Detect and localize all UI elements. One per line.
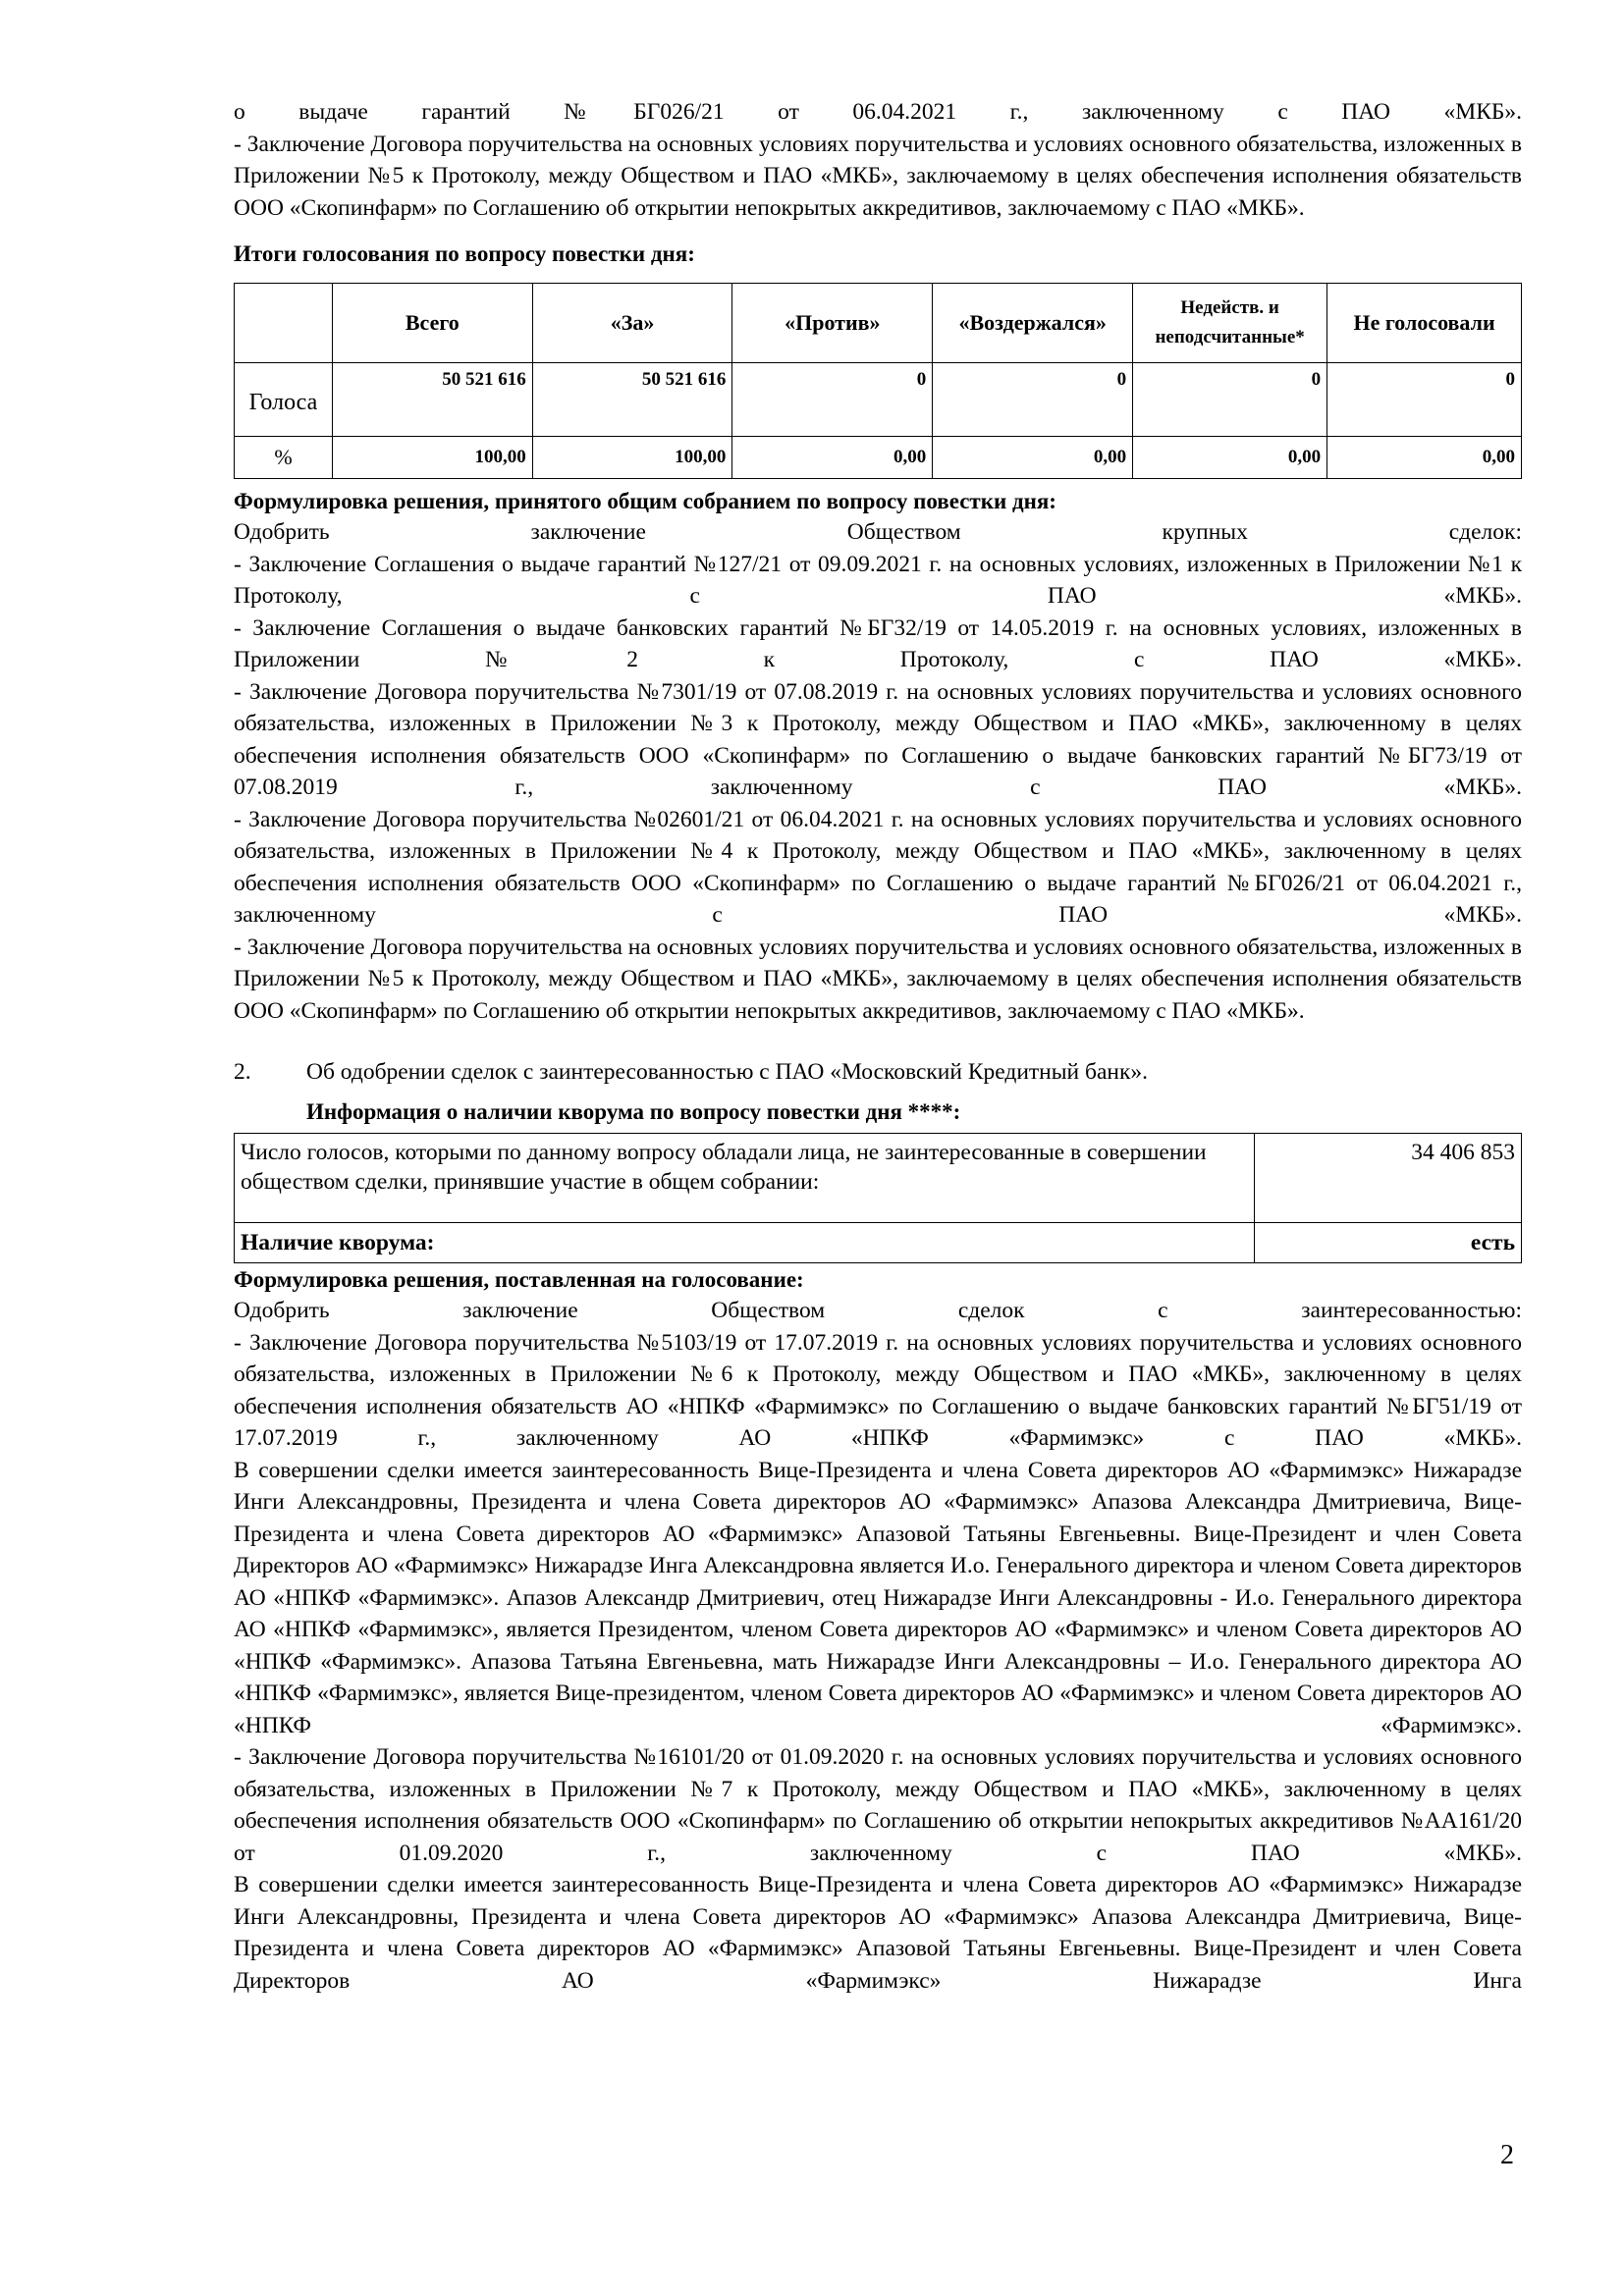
percent-for: 100,00 — [532, 437, 732, 479]
header-cell-abstained: «Воздержался» — [933, 284, 1133, 363]
proposal-heading: Формулировка решения, поставленная на голосование: — [234, 1267, 804, 1292]
header-cell-total: Всего — [332, 284, 532, 363]
row-label-percent: % — [235, 437, 333, 479]
votes-not-voted: 0 — [1327, 363, 1522, 437]
table-row — [235, 437, 1522, 479]
votes-total: 50 521 616 — [332, 363, 532, 437]
quorum-heading: Информация о наличии кворума по вопросу повестки дня ****: — [306, 1099, 961, 1124]
decision-line-3: - Заключение Соглашения о выдаче банковских гарантий №БГ32/19 от 14.05.2019 г. на основных условиях, изложенных в Приложении №2 к Протоколу, с ПАО «МКБ». — [234, 614, 1522, 672]
decision-line-6: - Заключение Договора поручительства на основных условиях поручительства и условиях основного обязательства, изложенных в Приложении №5 к Протоколу, между Обществом и ПАО «МКБ», заключаемому в целях обеспечения исполнения обязательств ООО «Скопинфарм» по Соглашению об открытии непокрытых аккредитивов, заключаемому с ПАО «МКБ». — [234, 934, 1522, 1024]
decision-heading: Формулировка решения, принятого общим собранием по вопросу повестки дня: — [234, 489, 1056, 513]
vote-table-header-row — [235, 284, 1522, 363]
row-label-votes: Голоса — [235, 363, 333, 437]
decision-line-5: - Заключение Договора поручительства №02601/21 от 06.04.2021 г. на основных условиях поручительства и условиях основного обязательства, изложенных в Приложении №4 к Протоколу, между Обществом и ПАО «МКБ», заключенному в целях обеспечения исполнения обязательств ООО «Скопинфарм» по Соглашению о выдаче гарантий №БГ026/21 от 06.04.2021 г., заключенному с ПАО «МКБ». — [234, 806, 1522, 928]
votes-for: 50 521 616 — [532, 363, 732, 437]
header-cell-invalid: Недейств. и неподсчитанные* — [1133, 284, 1327, 363]
intro-line-1: о выдаче гарантий №БГ026/21 от 06.04.2021 г., заключенному с ПАО «МКБ». — [234, 99, 1522, 125]
proposal-line-2: - Заключение Договора поручительства №5103/19 от 17.07.2019 г. на основных условиях поручительства и условиях основного обязательства, изложенных в Приложении №6 к Протоколу, между Обществом и ПАО «МКБ», заключенному в целях обеспечения исполнения обязательств АО «НПКФ «Фармимэкс» по Соглашению о выдаче банковских гарантий №БГ51/19 от 17.07.2019 г., заключенному АО «НПКФ «Фармимэкс» с ПАО «МКБ». — [234, 1329, 1522, 1451]
quorum-value: есть — [1255, 1223, 1522, 1263]
header-cell-for: «За» — [532, 284, 732, 363]
vote-heading: Итоги голосования по вопросу повестки дня: — [234, 241, 695, 266]
percent-abstained: 0,00 — [933, 437, 1133, 479]
header-cell-empty — [235, 284, 333, 363]
page-number: 2 — [1500, 2140, 1514, 2170]
quorum-table — [234, 1133, 1522, 1263]
decision-line-2: - Заключение Соглашения о выдаче гарантий №127/21 от 09.09.2021 г. на основных условиях, изложенных в Приложении №1 к Протоколу, с ПАО «МКБ». — [234, 551, 1522, 609]
percent-invalid: 0,00 — [1133, 437, 1327, 479]
agenda-item-2 — [234, 1056, 1522, 1088]
quorum-label: Наличие кворума: — [235, 1223, 1255, 1263]
percent-not-voted: 0,00 — [1327, 437, 1522, 479]
agenda-item-number: 2. — [234, 1059, 251, 1085]
quorum-votes-value: 34 406 853 — [1255, 1134, 1522, 1223]
header-cell-against: «Против» — [732, 284, 933, 363]
vote-results-table — [234, 283, 1522, 479]
agenda-item-text: Об одобрении сделок с заинтересованностью с ПАО «Московский Кредитный банк». — [306, 1059, 1149, 1085]
votes-abstained: 0 — [933, 363, 1133, 437]
quorum-votes-label: Число голосов, которыми по данному вопросу обладали лица, не заинтересованные в совершении обществом сделки, принявшие участие в общем собрании: — [235, 1134, 1255, 1223]
votes-against: 0 — [732, 363, 933, 437]
proposal-line-3: В совершении сделки имеется заинтересованность Вице-Президента и члена Совета директоров АО «Фармимэкс» Нижарадзе Инги Александровны, Президента и члена Совета директоров АО «Фармимэкс» Апазова Александра Дмитриевича, Вице-Президента и члена Совета директоров АО «Фармимэкс» Апазовой Татьяны Евгеньевны. Вице-Президент и член Совета Директоров АО «Фармимэкс» Нижарадзе Инга Александровна является И.о. Генерального директора и членом Совета директоров АО «НПКФ «Фармимэкс». Апазов Александр Дмитриевич, отец Нижарадзе Инги Александровны - И.о. Генерального директора АО «НПКФ «Фармимэкс», является Президентом, членом Совета директоров АО «Фармимэкс» и членом Совета директоров АО «НПКФ «Фармимэкс». Апазова Татьяна Евгеньевна, мать Нижарадзе Инги Александровны – И.о. Генерального директора АО «НПКФ «Фармимэкс», является Вице-президентом, членом Совета директоров АО «Фармимэкс» и членом Совета директоров АО «НПКФ «Фармимэкс». — [234, 1457, 1522, 1738]
table-row — [235, 1223, 1522, 1263]
decision-line-4: - Заключение Договора поручительства №7301/19 от 07.08.2019 г. на основных условиях поручительства и условиях основного обязательства, изложенных в Приложении №3 к Протоколу, между Обществом и ПАО «МКБ», заключенному в целях обеспечения исполнения обязательств ООО «Скопинфарм» по Соглашению о выдаче банковских гарантий №БГ73/19 от 07.08.2019 г., заключенному с ПАО «МКБ». — [234, 678, 1522, 800]
header-cell-not-voted: Не голосовали — [1327, 284, 1522, 363]
table-row — [235, 363, 1522, 437]
proposal-line-5: В совершении сделки имеется заинтересованность Вице-Президента и члена Совета директоров АО «Фармимэкс» Нижарадзе Инги Александровны, Президента и члена Совета директоров АО «Фармимэкс» Апазова Александра Дмитриевича, Вице-Президента и члена Совета директоров АО «Фармимэкс» Апазовой Татьяны Евгеньевны. Вице-Президент и член Совета Директоров АО «Фармимэкс» Нижарадзе Инга — [234, 1872, 1522, 1994]
document-page — [234, 96, 1522, 1997]
decision-line-1: Одобрить заключение Обществом крупных сделок: — [234, 519, 1522, 545]
percent-total: 100,00 — [332, 437, 532, 479]
percent-against: 0,00 — [732, 437, 933, 479]
table-row — [235, 1134, 1522, 1223]
proposal-line-4: - Заключение Договора поручительства №16101/20 от 01.09.2020 г. на основных условиях поручительства и условиях основного обязательства, изложенных в Приложении №7 к Протоколу, между Обществом и ПАО «МКБ», заключенному в целях обеспечения исполнения обязательств ООО «Скопинфарм» по Соглашению об открытии непокрытых аккредитивов №АА161/20 от 01.09.2020 г., заключенному с ПАО «МКБ». — [234, 1744, 1522, 1866]
proposal-line-1: Одобрить заключение Обществом сделок с заинтересованностью: — [234, 1298, 1522, 1323]
intro-line-2: - Заключение Договора поручительства на основных условиях поручительства и условиях основного обязательства, изложенных в Приложении №5 к Протоколу, между Обществом и ПАО «МКБ», заключаемому в целях обеспечения исполнения обязательств ООО «Скопинфарм» по Соглашению об открытии непокрытых аккредитивов, заключаемому с ПАО «МКБ». — [234, 131, 1522, 221]
votes-invalid: 0 — [1133, 363, 1327, 437]
